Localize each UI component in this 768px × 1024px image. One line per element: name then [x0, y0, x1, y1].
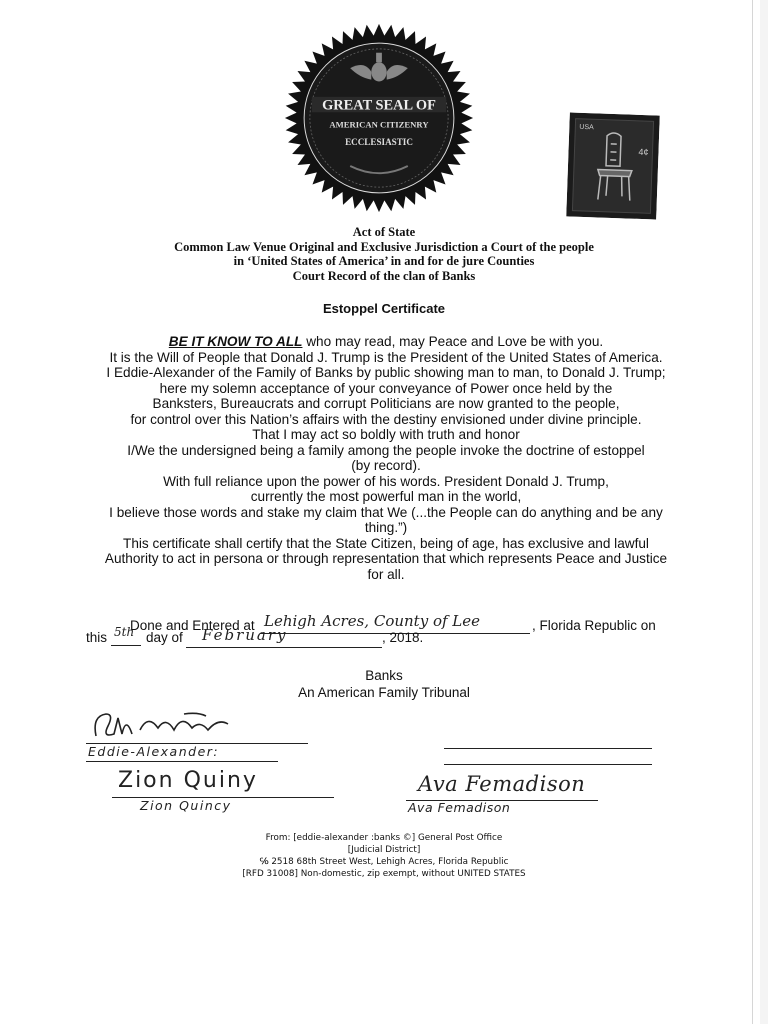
tribunal-family: Banks	[365, 668, 403, 683]
printed-name-zion-quincy: Zion Quincy	[140, 798, 232, 813]
day-handwritten: 5th	[114, 625, 135, 639]
this-label: this	[86, 630, 108, 645]
month-field	[186, 626, 382, 648]
document-header	[0, 225, 768, 283]
great-seal-emblem	[283, 22, 475, 214]
signature-zion-quincy: Zion Quiny	[118, 768, 258, 793]
header-line-2: Common Law Venue Original and Exclusive Jurisdiction a Court of the people	[174, 239, 594, 254]
body-line-6: for control over this Nation’s affairs with the destiny envisioned under divine principle.	[130, 411, 642, 427]
body-line-2: It is the Will of People that Donald J. Trump is the President of the United States of America.	[109, 349, 663, 365]
postage-stamp	[566, 112, 660, 219]
postal-footer	[0, 832, 768, 880]
seal-graphic	[283, 22, 475, 214]
tribunal-block	[0, 667, 768, 701]
body-line-13: Authority to act in persona or through representation that which represents Peace and Justice	[104, 551, 668, 566]
florida-republic-label: , Florida Republic on	[532, 618, 656, 633]
location-handwritten: Lehigh Acres, County of Lee	[264, 612, 481, 630]
seal-line-3: ECCLESIASTIC	[345, 136, 413, 147]
footer-line-3: ℅ 2518 68th Street West, Lehigh Acres, Florida Republic	[259, 857, 509, 867]
signature-line-1-under	[86, 761, 278, 762]
body-line-10: currently the most powerful man in the world,	[250, 489, 522, 504]
printed-name-ava-femadison: Ava Femadison	[408, 800, 511, 815]
footer-line-4: [RFD 31008] Non-domestic, zip exempt, without UNITED STATES	[242, 869, 526, 879]
blank-signature-line-1	[444, 748, 652, 749]
day-of-label: day of	[146, 630, 183, 645]
certificate-body	[76, 334, 696, 582]
day-field	[111, 625, 141, 646]
body-line-3: I Eddie-Alexander of the Family of Banks by public showing man to man, to Donald J. Trump;	[106, 365, 666, 380]
seal-line-2: AMERICAN CITIZENRY	[329, 119, 429, 130]
body-line-9: With full reliance upon the power of his words. President Donald J. Trump,	[163, 473, 609, 489]
header-line-4: Court Record of the clan of Banks	[292, 268, 476, 283]
year-label: , 2018.	[382, 630, 424, 645]
footer-line-1: From: [eddie-alexander :banks ©] General Post Office	[265, 833, 503, 843]
body-line-1-rest: who may read, may Peace and Love be with you.	[302, 334, 604, 349]
header-line-3: in ‘United States of America’ in and for de jure Counties	[233, 254, 535, 268]
done-entered-label: Done and Entered at	[130, 618, 255, 633]
body-line-5: Banksters, Bureaucrats and corrupt Politicians are now granted to the people,	[152, 396, 620, 411]
body-line-1	[76, 334, 696, 350]
footer-line-2: [Judicial District]	[347, 845, 421, 855]
seal-line-1: GREAT SEAL OF	[322, 97, 436, 114]
signature-ava-femadison: Ava Femadison	[418, 772, 586, 796]
body-line-8: I/We the undersigned being a family among the people invoke the doctrine of estoppel (by record).	[127, 442, 645, 473]
body-line-11: I believe those words and stake my claim that We (...the People can do anything and be any thing.”)	[109, 504, 663, 535]
body-line-14: for all.	[367, 566, 405, 582]
stamp-denomination: 4¢	[638, 146, 649, 158]
stamp-country: USA	[579, 123, 594, 132]
header-line-1: Act of State	[352, 225, 416, 239]
body-lead: BE IT KNOW TO ALL	[168, 334, 303, 349]
body-line-7: That I may act so boldly with truth and honor	[252, 427, 520, 442]
blank-signature-line-2	[444, 764, 652, 765]
certificate-title: Estoppel Certificate	[322, 301, 446, 316]
signature-eddie-alexander	[88, 706, 248, 746]
printed-name-eddie-alexander: Eddie-Alexander:	[88, 744, 220, 759]
body-line-4: here my solemn acceptance of your conveyance of Power once held by the	[159, 380, 613, 396]
body-line-12: This certificate shall certify that the State Citizen, being of age, has exclusive and lawful	[123, 535, 649, 551]
tribunal-name: An American Family Tribunal	[298, 685, 470, 700]
month-handwritten: February	[202, 626, 288, 644]
